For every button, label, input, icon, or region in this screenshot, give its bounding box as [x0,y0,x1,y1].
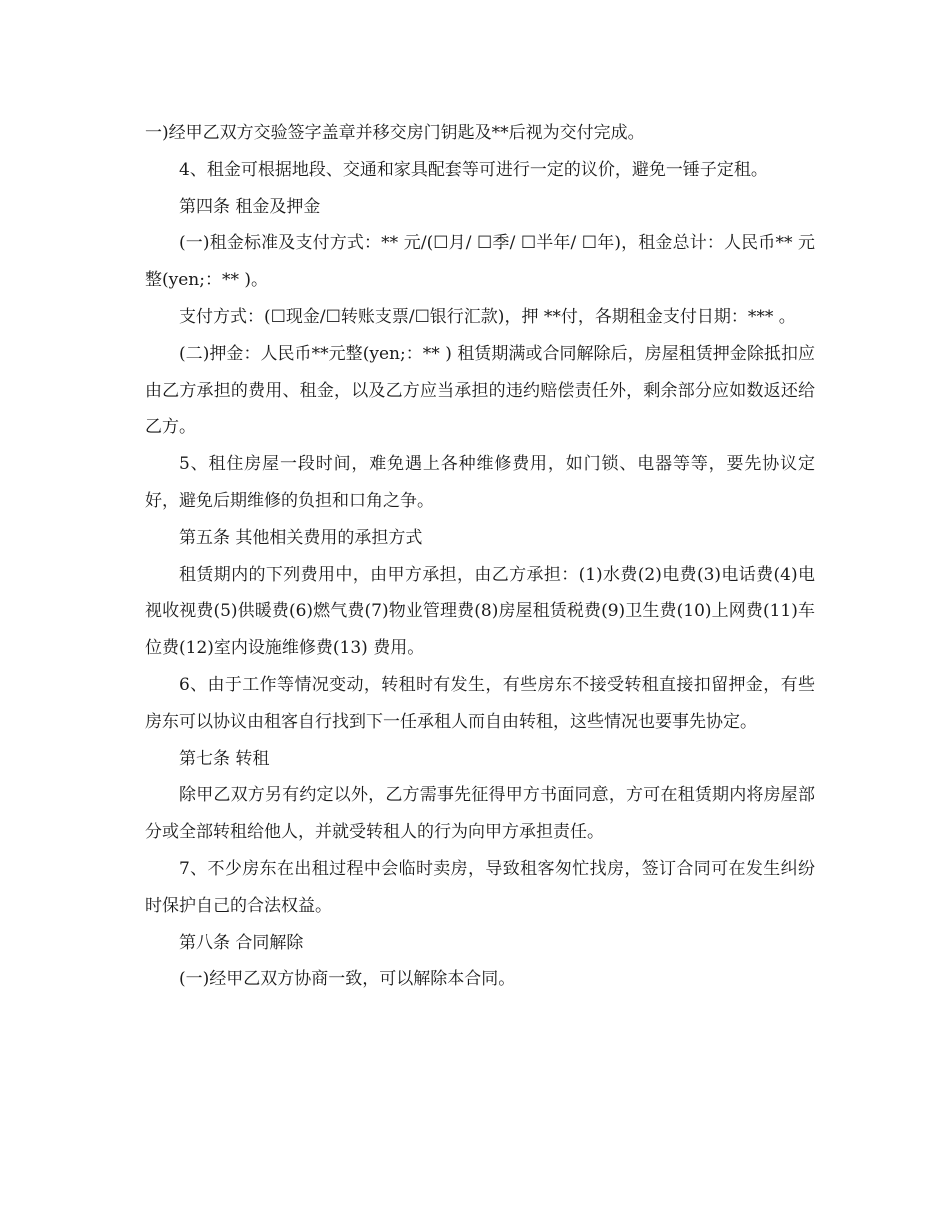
section-heading-article-5: 第五条 其他相关费用的承担方式 [179,527,423,548]
paragraph-sublet-tip: 6、由于工作等情况变动，转租时有发生，有些房东不接受转租直接扣留押金，有些房东可以协议由租客自行找到下一任承租人而自由转租，这些情况也要事先协定。 [145,674,815,732]
paragraph-rent-standard: (一)租金标准及支付方式：** 元/(☐月/ ☐季/ ☐半年/ ☐年)，租金总计：人民币** 元整(yen;：** )。 [145,233,815,291]
paragraph-termination: (一)经甲乙双方协商一致，可以解除本合同。 [179,969,516,990]
paragraph-deposit: (二)押金：人民币**元整(yen;：** ) 租赁期满或合同解除后，房屋租赁押金除抵扣应由乙方承担的费用、租金，以及乙方应当承担的违约赔偿责任外，剩余部分应如数返还给乙方。 [145,343,815,438]
section-heading-article-7: 第七条 转租 [179,748,270,769]
paragraph-sale-tip: 7、不少房东在出租过程中会临时卖房，导致租客匆忙找房，签订合同可在发生纠纷时保护自己的合法权益。 [145,858,815,916]
section-heading-article-8: 第八条 合同解除 [179,932,304,953]
paragraph-expenses: 租赁期内的下列费用中，由甲方承担，由乙方承担：(1)水费(2)电费(3)电话费(4)电视收视费(5)供暖费(6)燃气费(7)物业管理费(8)房屋租赁税费(9)卫生费(10)上网费(11)车位费(12)室内设施维修费(13) 费用。 [145,564,815,659]
document-body [145,115,815,998]
paragraph-repair-tip: 5、租住房屋一段时间，难免遇上各种维修费用，如门锁、电器等等，要先协议定好，避免后期维修的负担和口角之争。 [145,454,815,511]
paragraph-continuation: 一)经甲乙双方交验签字盖章并移交房门钥匙及**后视为交付完成。 [145,123,645,143]
paragraph-sublet-terms: 除甲乙双方另有约定以外，乙方需事先征得甲方书面同意，方可在租赁期内将房屋部分或全部转租给他人，并就受转租人的行为向甲方承担责任。 [145,785,815,843]
paragraph-rent-negotiation-tip: 4、租金可根据地段、交通和家具配套等可进行一定的议价，避免一锤子定租。 [179,159,768,180]
paragraph-payment-method: 支付方式：(☐现金/☐转账支票/☐银行汇款)，押 **付，各期租金支付日期：*** 。 [179,306,796,327]
section-heading-article-4: 第四条 租金及押金 [179,196,321,217]
